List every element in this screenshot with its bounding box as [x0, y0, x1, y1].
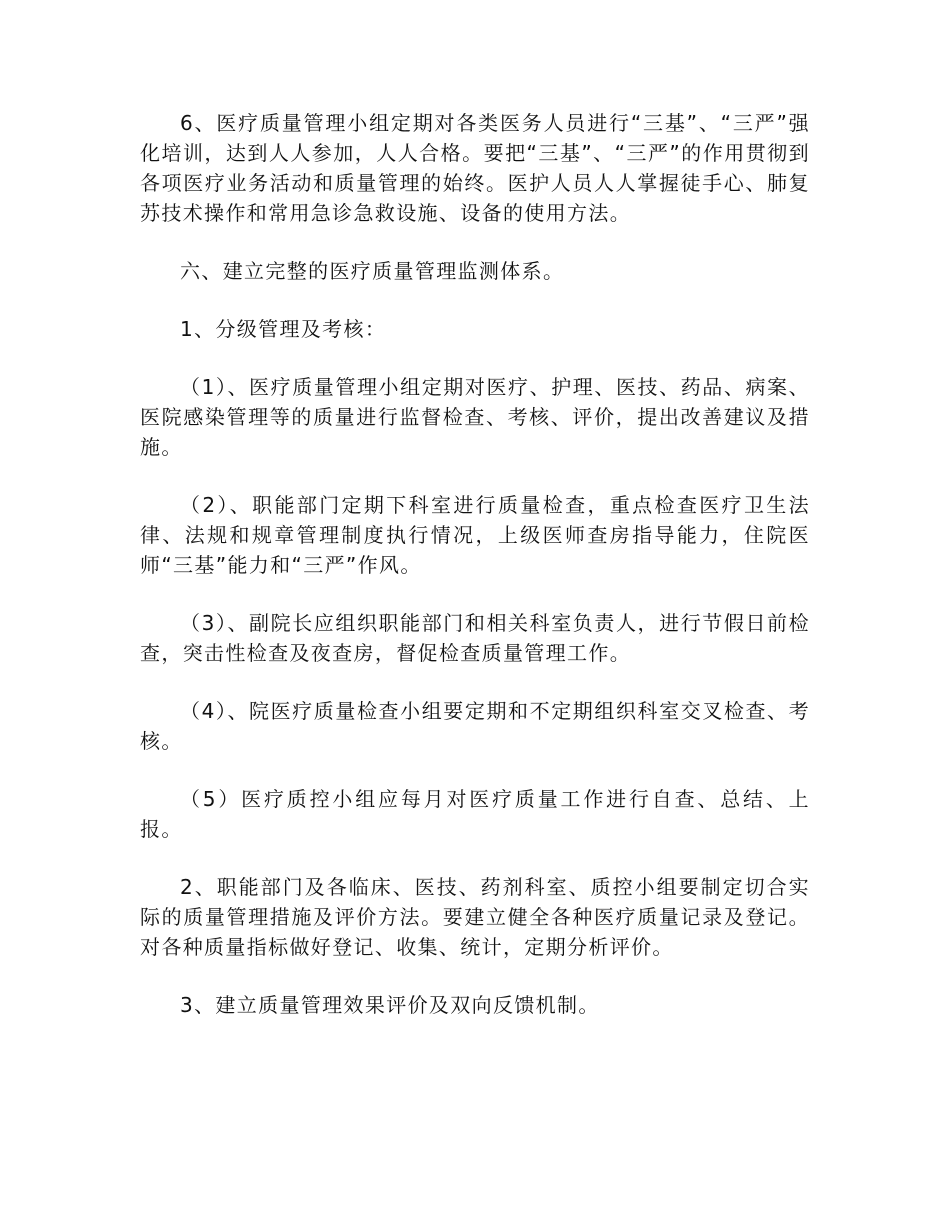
paragraph-item-2: （2）、职能部门定期下科室进行质量检查，重点检查医疗卫生法律、法规和规章管理制度执行情况，上级医师查房指导能力，住院医师“三基”能力和“三严”作风。 — [140, 493, 810, 577]
paragraph-quality-measures: 2、职能部门及各临床、医技、药剂科室、质控小组要制定切合实际的质量管理措施及评价方法。要建立健全各种医疗质量记录及登记。对各种质量指标做好登记、收集、统计，定期分析评价。 — [140, 875, 810, 959]
paragraph-item-3: （3）、副院长应组织职能部门和相关科室负责人，进行节假日前检查，突击性检查及夜查房，督促检查质量管理工作。 — [140, 611, 810, 665]
paragraph-training: 6、医疗质量管理小组定期对各类医务人员进行“三基”、“三严”强化培训，达到人人参加，人人合格。要把“三基”、“三严”的作用贯彻到各项医疗业务活动和质量管理的始终。医护人员人人掌握徒手心、肺复苏技术操作和常用急诊急救设施、设备的使用方法。 — [140, 111, 810, 225]
subheading-graded-management: 1、分级管理及考核： — [180, 317, 387, 341]
paragraph-item-5: （5）医疗质控小组应每月对医疗质量工作进行自查、总结、上报。 — [140, 787, 810, 841]
paragraph-item-4: （4）、院医疗质量检查小组要定期和不定期组织科室交叉检查、考核。 — [140, 699, 810, 753]
paragraph-feedback-mechanism: 3、建立质量管理效果评价及双向反馈机制。 — [180, 993, 600, 1017]
section-heading-monitoring-system: 六、建立完整的医疗质量管理监测体系。 — [180, 259, 565, 283]
paragraph-item-1: （1）、医疗质量管理小组定期对医疗、护理、医技、药品、病案、医院感染管理等的质量进行监督检查、考核、评价，提出改善建议及措施。 — [140, 375, 810, 459]
